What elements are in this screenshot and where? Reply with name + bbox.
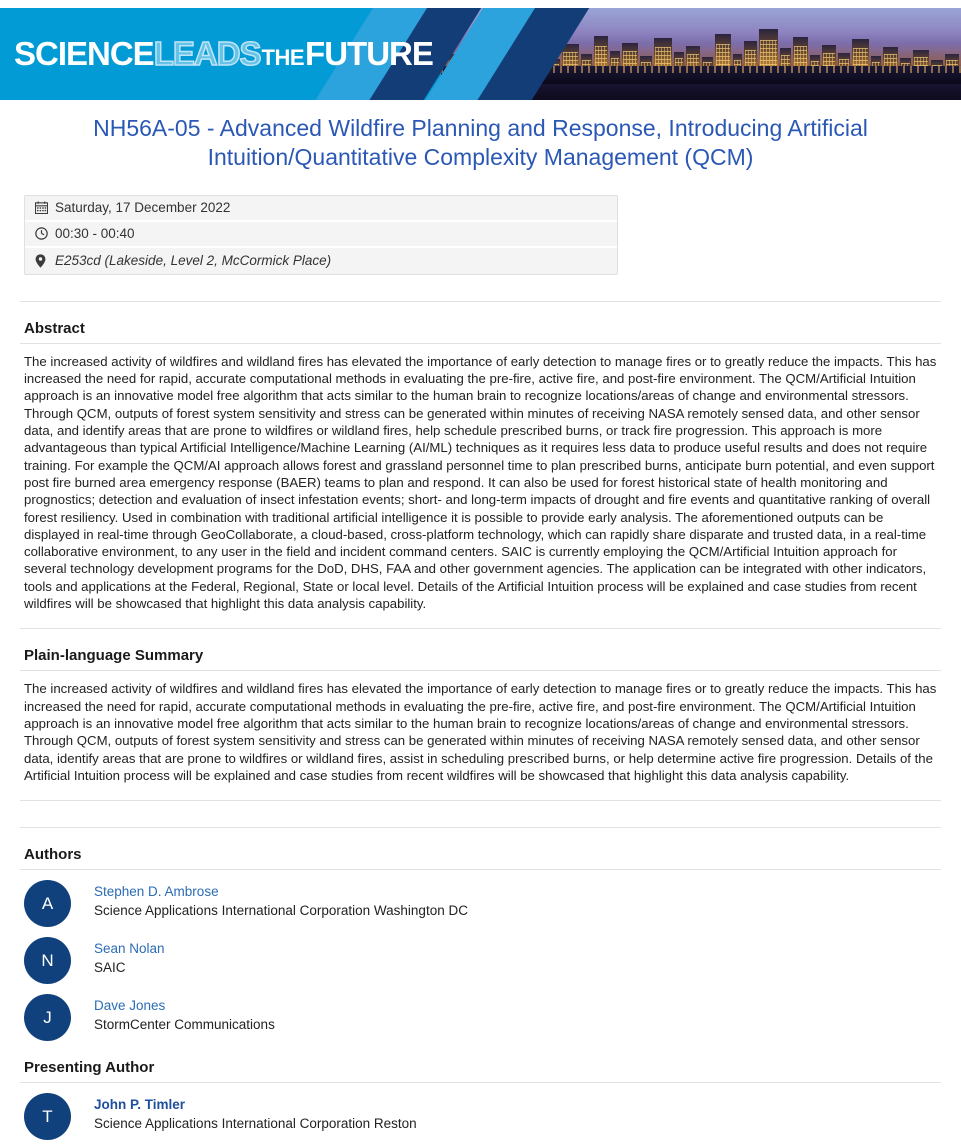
- logo-word-leads: LEADS: [153, 35, 261, 72]
- author-list-item[interactable]: [24, 880, 941, 927]
- plain-summary-heading: Plain-language Summary: [24, 647, 204, 665]
- logo-word-science: SCIENCE: [14, 35, 154, 72]
- author-name-link[interactable]: Sean Nolan: [94, 941, 165, 957]
- site-logo[interactable]: [14, 35, 433, 73]
- author-info: [94, 880, 468, 920]
- abstract-heading: Abstract: [24, 319, 85, 337]
- author-affiliation: StormCenter Communications: [94, 1017, 275, 1033]
- presenting-author-name-link[interactable]: John P. Timler: [94, 1097, 186, 1113]
- page-title: NH56A-05 - Advanced Wildfire Planning and Response, Introducing Artificial Intuition/Quantitative Complexity Management (QCM): [93, 115, 868, 171]
- avatar: T: [24, 1093, 71, 1140]
- authors-section: [20, 846, 941, 1041]
- logo-word-future: FUTURE: [305, 35, 433, 72]
- session-location-row: [25, 248, 617, 274]
- divider-presenting-author-heading: [20, 1082, 941, 1083]
- top-white-strip: [0, 0, 961, 8]
- divider-above-abstract: [20, 301, 941, 302]
- plain-summary-text: The increased activity of wildfires and wildland fires has elevated the importance of early detection to manage fires or to greatly reduce the impacts. This has increased the need for rapid, accurate computational methods in evaluating the pre-fire, active fire, and post-fire environment. The QCM/Artificial Intuition approach is an innovative model free algorithm that acts similar to the human brain to recognize locations/areas of change and environmental stressors. Through QCM, outputs of forest system sensitivity and stress can be generated within minutes of receiving NASA remotely sensed data, and other sensor data, identify areas that are prone to wildfires or wildland fires, assist in scheduling prescribed burns, or help determine active fire progression. Details of the Artificial Intuition process will be explained and case studies from recent wildfires will be showcased that highlight this data analysis capability.: [24, 681, 937, 783]
- author-affiliation: Science Applications International Corporation Washington DC: [94, 903, 468, 919]
- session-time-row: [25, 222, 617, 248]
- author-name-link[interactable]: Stephen D. Ambrose: [94, 884, 219, 900]
- avatar: A: [24, 880, 71, 927]
- author-info: [94, 937, 165, 977]
- session-date-row: [25, 196, 617, 222]
- abstract-text: The increased activity of wildfires and wildland fires has elevated the importance of early detection to manage fires or to greatly reduce the impacts. This has increased the need for rapid, accurate computational methods in evaluating the pre-fire, active fire, and post-fire environment. The QCM/Artificial Intuition approach is an innovative model free algorithm that acts similar to the human brain to recognize locations/areas of change and environmental stressors. Through QCM, outputs of forest system sensitivity and stress can be generated within minutes of receiving NASA remotely sensed data, and other sensor data, and identify areas that are prone to wildfires or wildland fires, help schedule prescribed burns, or track fire progression. This approach is more advantageous than typical Artificial Intelligence/Machine Learning (AI/ML) techniques as it requires less data to produce useful results and does not require training. For example the QCM/AI approach allows forest and grassland personnel time to plan prescribed burns, anticipate burn potential, and even support post fire burned area emergency response (BAER) teams to plan and respond. It can also be used for forest historical state of health monitoring and prognostics; detection and evaluation of insect infestation events; short- and long-term impacts of drought and fire events and quantitative ranking of overall forest resiliency. Used in combination with traditional artificial intelligence it is possible to provide early analysis. The aforementioned outputs can be displayed in real-time through GeoCollaborate, a cloud-based, cross-platform technology, which can rapidly share disparate and trusted data, in a real-time collaborative environment, to any user in the field and incident command centers. SAIC is currently employing the QCM/Artificial Intuition approach for several technology development programs for the DoD, DHS, FAA and other government agencies. The application can be integrated with other indicators, tools and applications at the Federal, Regional, State or local level. Details of the Artificial Intuition process will be explained and case studies from recent wildfires will be showcased that highlight this data analysis capability.: [24, 353, 937, 612]
- divider-authors-heading: [20, 869, 941, 870]
- plain-summary-section: [20, 647, 941, 784]
- session-meta-box: [24, 195, 618, 275]
- author-list-item[interactable]: [24, 994, 941, 1041]
- authors-heading: Authors: [24, 846, 82, 864]
- site-banner: [0, 8, 961, 100]
- presenting-author-heading: Presenting Author: [24, 1059, 155, 1077]
- divider-below-abstract: [20, 628, 941, 629]
- presenting-author-section: [20, 1059, 941, 1140]
- session-location: E253cd (Lakeside, Level 2, McCormick Place): [55, 253, 332, 269]
- avatar: N: [24, 937, 71, 984]
- divider-abstract-heading: [20, 343, 941, 344]
- location-pin-icon: [35, 254, 55, 268]
- logo-word-the: THE: [261, 45, 305, 70]
- author-list-item[interactable]: [24, 937, 941, 984]
- author-info: [94, 1093, 417, 1133]
- session-time: 00:30 - 00:40: [55, 226, 135, 242]
- divider-plain-summary-heading: [20, 670, 941, 671]
- page-content: [0, 114, 961, 1140]
- divider-above-authors: [20, 827, 941, 828]
- avatar: J: [24, 994, 71, 1041]
- session-date: Saturday, 17 December 2022: [55, 200, 231, 216]
- presenting-author-list-item[interactable]: [24, 1093, 941, 1140]
- author-affiliation: SAIC: [94, 960, 126, 976]
- calendar-icon: [35, 201, 55, 214]
- clock-icon: [35, 227, 55, 240]
- abstract-section: [20, 320, 941, 612]
- author-info: [94, 994, 275, 1034]
- presenting-author-affiliation: Science Applications International Corporation Reston: [94, 1116, 417, 1132]
- author-name-link[interactable]: Dave Jones: [94, 998, 166, 1014]
